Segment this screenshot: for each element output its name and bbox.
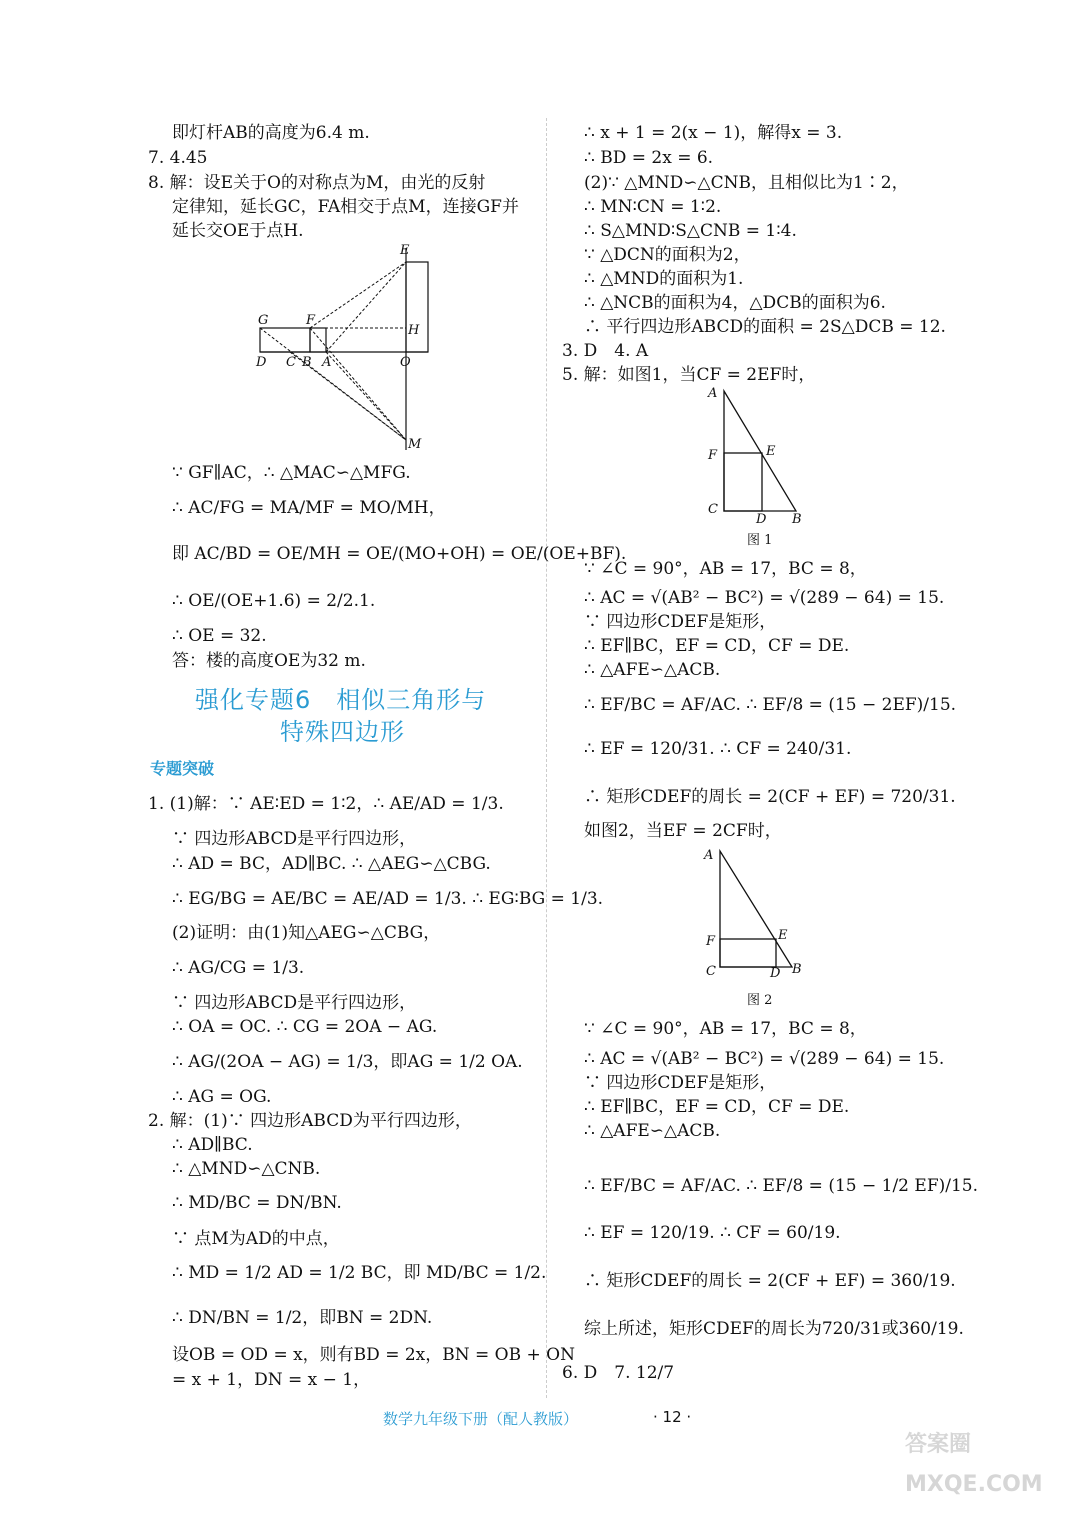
- text-line: ∴ 平行四边形ABCD的面积 = 2S△DCB = 12.: [584, 317, 946, 337]
- reflection-figure: [250, 240, 440, 455]
- text-line: ∴ AG/CG = 1/3.: [172, 958, 305, 978]
- text-line: ∵ 四边形CDEF是矩形，: [584, 612, 777, 632]
- figure-label: A: [708, 386, 718, 401]
- figure-label: B: [792, 512, 802, 525]
- text-line: ∴ MD/BC = DN/BN.: [172, 1193, 342, 1213]
- text-line: (2)证明：由(1)知△AEG∽△CBG，: [172, 923, 441, 943]
- text-line: ∴ x + 1 = 2(x − 1)，解得x = 3.: [584, 123, 843, 143]
- text-line: 即 AC/BD = OE/MH = OE/(MO+OH) = OE/(OE+BF).: [172, 544, 627, 564]
- section-heading: 特殊四边形: [280, 718, 405, 746]
- text-line: ∴ AC = √(AB² − BC²) = √(289 − 64) = 15.: [584, 1049, 945, 1069]
- figure-label: A: [704, 848, 714, 863]
- section-heading: 强化专题6 相似三角形与: [195, 686, 487, 714]
- text-line: 如图2，当EF = 2CF时，: [584, 821, 782, 841]
- text-line: ∴ MD = 1/2 AD = 1/2 BC，即 MD/BC = 1/2.: [172, 1263, 547, 1283]
- text-line: 1. (1)解：∵ AE∶ED = 1∶2，∴ AE/AD = 1/3.: [148, 794, 504, 814]
- text-line: 设OB = OD = x，则有BD = 2x，BN = OB + ON: [172, 1345, 575, 1365]
- text-line: ∴ OE = 32.: [172, 626, 267, 646]
- figure-label: A: [322, 355, 332, 370]
- text-line: 定律知，延长GC，FA相交于点M，连接GF并: [172, 197, 519, 217]
- text-line: 答：楼的高度OE为32 m.: [172, 651, 366, 671]
- text-line: ∴ EF/BC = AF/AC. ∴ EF/8 = (15 − 2EF)/15.: [584, 695, 957, 715]
- text-line: ∵ △DCN的面积为2，: [584, 245, 751, 265]
- footer-book-title: 数学九年级下册（配人教版）: [383, 1410, 579, 1428]
- text-line: 3. D 4. A: [562, 341, 649, 361]
- text-line: ∴ OA = OC. ∴ CG = 2OA − AG.: [172, 1017, 438, 1037]
- figure-label: C: [706, 964, 716, 979]
- text-line: ∴ OE/(OE+1.6) = 2/2.1.: [172, 591, 376, 611]
- subsection-title: 专题突破: [150, 759, 215, 778]
- text-line: ∴ EG/BG = AE/BC = AE/AD = 1/3. ∴ EG∶BG = 1/3.: [172, 889, 604, 909]
- figure-label: M: [408, 437, 422, 452]
- figure-label: F: [306, 313, 316, 328]
- text-line: ∵ ∠C = 90°，AB = 17，BC = 8，: [584, 559, 867, 579]
- text-line: ∴ AG = OG.: [172, 1087, 272, 1107]
- figure-caption: 图 1: [747, 533, 773, 548]
- text-line: ∴ EF = 120/19. ∴ CF = 60/19.: [584, 1223, 841, 1243]
- figure-label: D: [770, 966, 781, 980]
- figure-caption: 图 2: [747, 993, 773, 1008]
- figure-label: C: [286, 355, 296, 370]
- text-line: ∴ DN/BN = 1/2，即BN = 2DN.: [172, 1308, 433, 1328]
- page-number: · 12 ·: [653, 1408, 692, 1426]
- text-line: ∴ △MND∽△CNB.: [172, 1159, 321, 1179]
- figure-label: G: [258, 313, 269, 328]
- text-line: ∵ GF∥AC，∴ △MAC∽△MFG.: [172, 463, 411, 483]
- text-line: ∵ ∠C = 90°，AB = 17，BC = 8，: [584, 1019, 867, 1039]
- figure-label: E: [766, 444, 776, 459]
- figure-label: D: [756, 512, 767, 525]
- text-line: 6. D 7. 12/7: [562, 1363, 675, 1383]
- text-line: ∴ AC = √(AB² − BC²) = √(289 − 64) = 15.: [584, 588, 945, 608]
- figure-label: F: [708, 448, 718, 463]
- figure-label: D: [256, 355, 267, 370]
- text-line: ∴ AG/(2OA − AG) = 1/3，即AG = 1/2 OA.: [172, 1052, 523, 1072]
- text-line: ∴ 矩形CDEF的周长 = 2(CF + EF) = 360/19.: [584, 1271, 956, 1291]
- text-line: ∵ 点M为AD的中点，: [172, 1229, 340, 1249]
- text-line: ∴ S△MND∶S△CNB = 1∶4.: [584, 221, 797, 241]
- text-line: ∵ 四边形CDEF是矩形，: [584, 1073, 777, 1093]
- watermark: 答案圈 MXQE.COM: [905, 1432, 1043, 1497]
- figure-label: H: [408, 323, 420, 338]
- text-line: 5. 解：如图1，当CF = 2EF时，: [562, 365, 816, 385]
- triangle-figure-1: [700, 385, 820, 525]
- text-line: 8. 解：设E关于O的对称点为M，由光的反射: [148, 173, 486, 193]
- text-line: ∴ △MND的面积为1.: [584, 269, 744, 289]
- text-line: = x + 1，DN = x − 1，: [172, 1370, 371, 1390]
- text-line: ∴ EF = 120/31. ∴ CF = 240/31.: [584, 739, 852, 759]
- text-line: ∴ AD∥BC.: [172, 1135, 253, 1155]
- figure-label: C: [708, 502, 718, 517]
- figure-label: E: [778, 928, 788, 943]
- figure-label: F: [706, 934, 716, 949]
- text-line: ∴ EF∥BC，EF = CD，CF = DE.: [584, 636, 850, 656]
- text-line: ∴ △AFE∽△ACB.: [584, 1121, 721, 1141]
- text-line: 即灯杆AB的高度为6.4 m.: [172, 123, 370, 143]
- text-line: (2)∵ △MND∽△CNB，且相似比为1∶2，: [584, 173, 909, 193]
- figure-label: B: [302, 355, 312, 370]
- text-line: ∴ BD = 2x = 6.: [584, 148, 714, 168]
- figure-label: B: [792, 962, 802, 977]
- text-line: ∴ AD = BC，AD∥BC. ∴ △AEG∽△CBG.: [172, 854, 491, 874]
- column-divider: [546, 118, 547, 1398]
- triangle-figure-2: [700, 845, 820, 980]
- text-line: ∴ AC/FG = MA/MF = MO/MH，: [172, 498, 446, 518]
- text-line: ∴ 矩形CDEF的周长 = 2(CF + EF) = 720/31.: [584, 787, 956, 807]
- figure-label: O: [400, 355, 411, 370]
- text-line: ∴ △AFE∽△ACB.: [584, 660, 721, 680]
- text-line: ∵ 四边形ABCD是平行四边形，: [172, 993, 417, 1013]
- text-line: ∵ 四边形ABCD是平行四边形，: [172, 829, 417, 849]
- text-line: ∴ EF/BC = AF/AC. ∴ EF/8 = (15 − 1/2 EF)/15.: [584, 1176, 979, 1196]
- text-line: ∴ EF∥BC，EF = CD，CF = DE.: [584, 1097, 850, 1117]
- text-line: 延长交OE于点H.: [172, 221, 304, 241]
- text-line: ∴ MN∶CN = 1∶2.: [584, 197, 722, 217]
- text-line: ∴ △NCB的面积为4，△DCB的面积为6.: [584, 293, 886, 313]
- figure-label: E: [400, 243, 410, 258]
- text-line: 7. 4.45: [148, 148, 208, 168]
- text-line: 综上所述，矩形CDEF的周长为720/31或360/19.: [584, 1319, 964, 1339]
- text-line: 2. 解：(1)∵ 四边形ABCD为平行四边形，: [148, 1111, 472, 1131]
